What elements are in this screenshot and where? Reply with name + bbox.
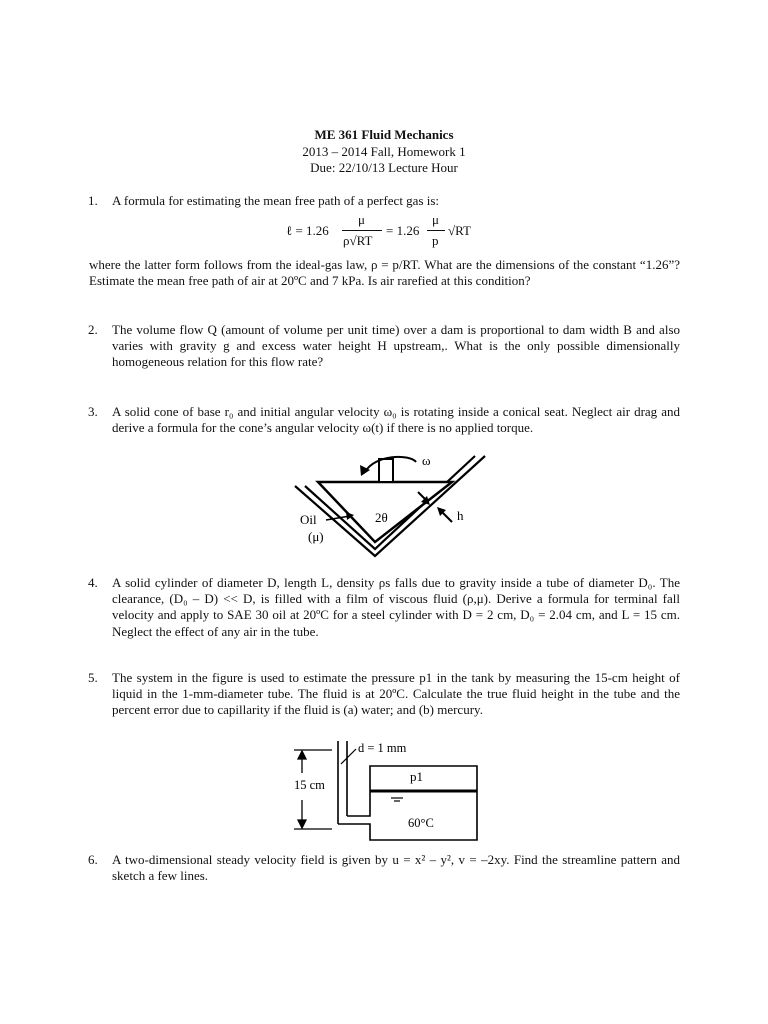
gap-label: h [457,508,464,523]
formula-denominator-2: p [432,233,439,248]
viscosity-label: (μ) [308,529,324,544]
formula-tail: √RT [448,223,471,238]
diameter-pointer [341,749,356,764]
question-4-number: 4. [88,575,98,590]
pressure-label: p1 [410,769,423,784]
formula-numerator-2: μ [432,212,439,227]
fraction-bar-1 [342,230,382,231]
question-2-text: The volume flow Q (amount of volume per unit time) over a dam is proportional to dam width B and also varies with gravity g and excess water height H upstream,. What is the only possible dimensionally homogeneous relation for this flow rate? [112,322,680,370]
formula-middle: = 1.26 [386,223,420,238]
formula-lhs: ℓ = 1.26 [286,223,329,238]
question-2-number: 2. [88,322,98,337]
fraction-bar-2 [427,230,445,231]
homework-term: 2013 – 2014 Fall, Homework 1 [302,144,466,159]
course-title: ME 361 Fluid Mechanics [314,127,454,142]
question-3-number: 3. [88,404,98,419]
due-date: Due: 22/10/13 Lecture Hour [310,160,458,175]
temperature-label: 60°C [408,816,434,830]
omega-label: ω [422,453,431,468]
question-6-text: A two-dimensional steady velocity field is given by u = x² – y², v = –2xy. Find the streamline pattern and sketch a few lines. [112,852,680,884]
formula-denominator-1: ρ√RT [343,233,373,248]
free-surface-symbol [391,798,403,801]
question-1-text: A formula for estimating the mean free path of a perfect gas is: [112,193,440,208]
oil-label: Oil [300,512,317,527]
question-5-text: The system in the figure is used to estimate the pressure p1 in the tank by measuring the 15-cm height of liquid in the 1-mm-diameter tube. The fluid is at 20ºC. Calculate the true fluid height in the tube and the percent error due to capillarity if the fluid is (a) water; and (b) mercury. [112,670,680,718]
height-label: 15 cm [294,778,325,792]
question-1-continuation: where the latter form follows from the ideal-gas law, ρ = p/RT. What are the dimensions of the constant “1.26”? Estimate the mean free path of air at 20ºC and 7 kPa. Is air rarefied at this condition? [89,257,680,289]
shaft [379,459,393,482]
question-6-number: 6. [88,852,98,867]
diameter-label: d = 1 mm [358,741,407,755]
angle-label: 2θ [375,510,388,525]
conical-seat-figure [290,450,490,566]
question-5-number: 5. [88,670,98,685]
capillary-tube-figure [290,740,480,845]
question-4-text: A solid cylinder of diameter D, length L, density ρs falls due to gravity inside a tube of diameter D₀. The clearance, (D₀ – D) << D, is filled with a film of viscous fluid (ρ,μ). Derive a formula for terminal fall velocity and apply to SAE 30 oil at 20ºC for a steel cylinder with D = 2 cm, D₀ = 2.04 cm, and L = 15 cm. Neglect the effect of any air in the tube. [112,575,680,639]
mean-free-path-formula [286,212,526,252]
formula-numerator-1: μ [358,212,365,227]
question-1-number: 1. [88,193,98,208]
question-3-text: A solid cone of base r₀ and initial angular velocity ω₀ is rotating inside a conical seat. Neglect air drag and derive a formula for the cone’s angular velocity ω(t) if there is no applied torque. [112,404,680,436]
